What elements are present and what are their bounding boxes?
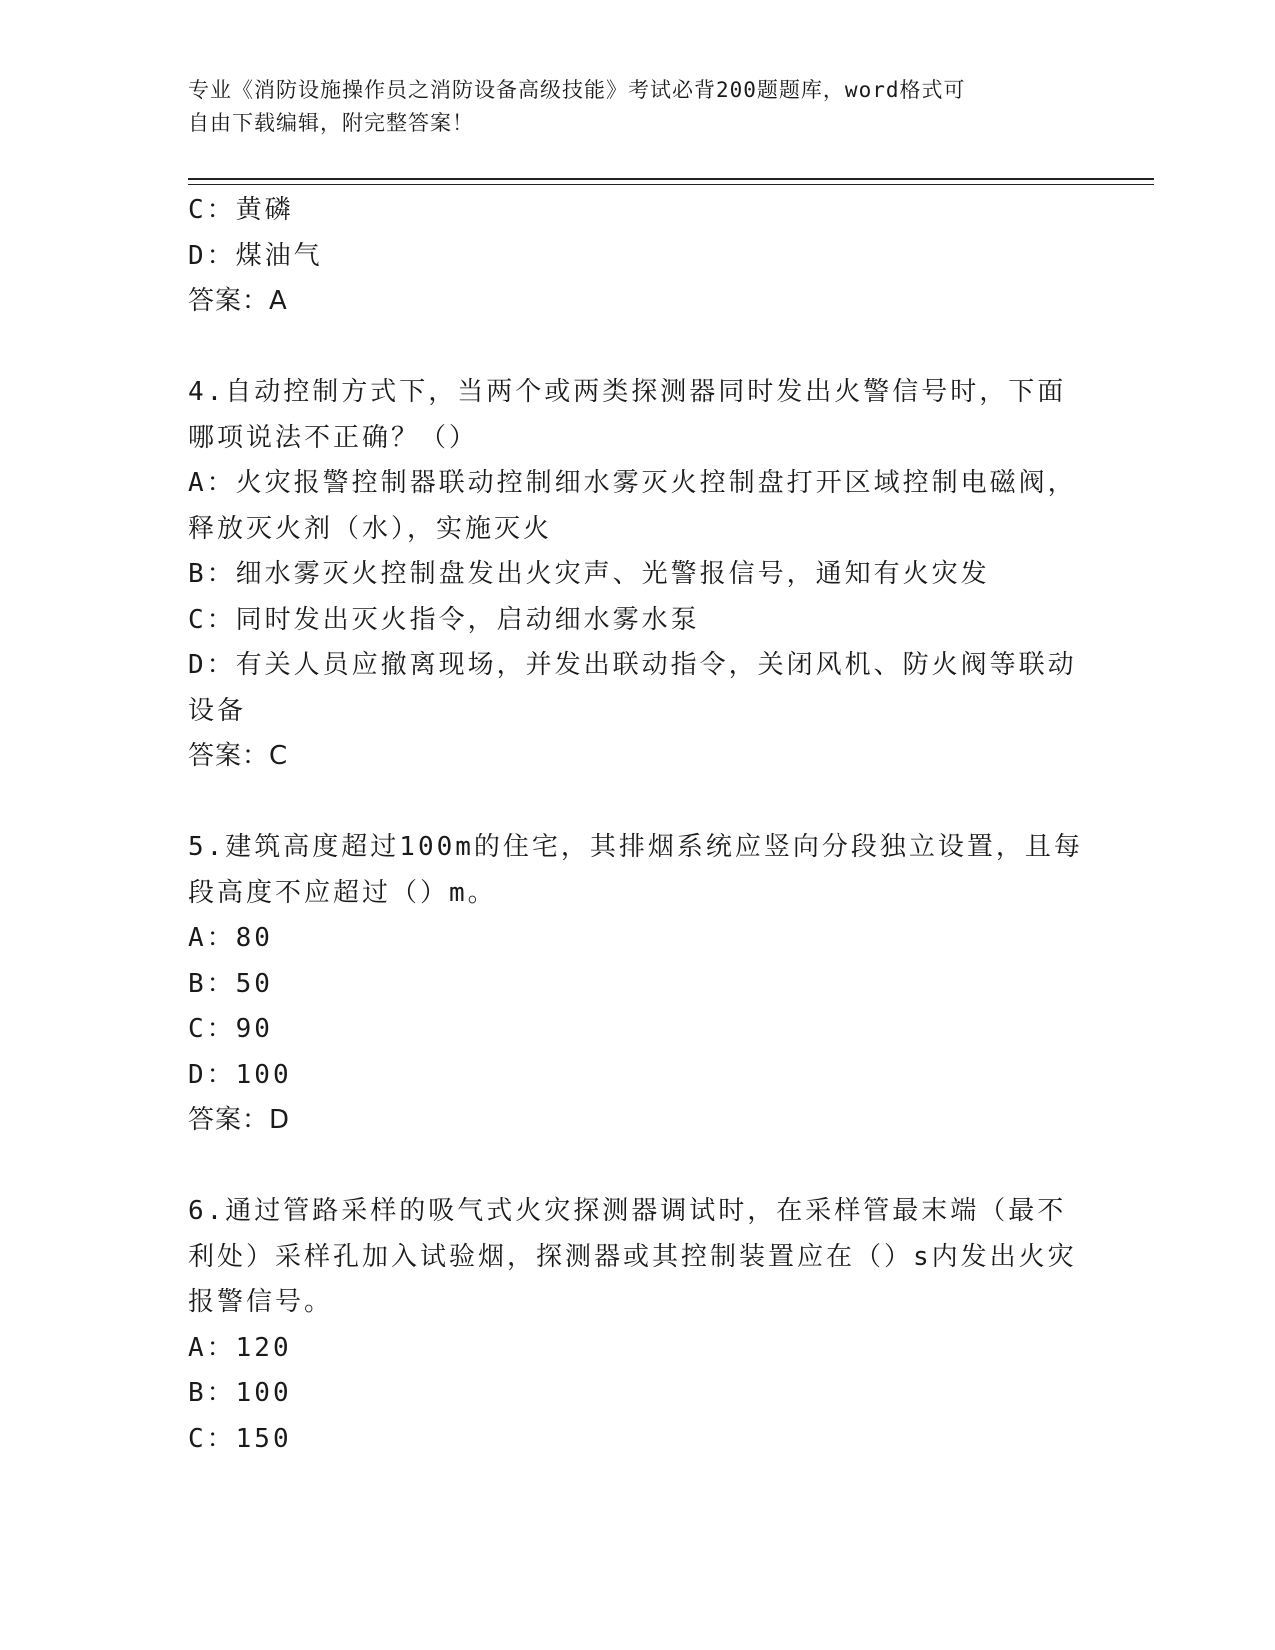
q6-option-b: B：100 <box>188 1378 292 1408</box>
q6-stem-line-2: 利处）采样孔加入试验烟，探测器或其控制装置应在（）s内发出火灾 <box>188 1241 1077 1272</box>
q6-stem-line-3: 报警信号。 <box>188 1287 334 1317</box>
q4-option-b: B：细水雾灭火控制盘发出火灾声、光警报信号，通知有火灾发 <box>188 559 990 589</box>
q6-option-a: A：120 <box>188 1332 292 1363</box>
question-content <box>188 188 1088 1462</box>
q4-option-d-line-1: D：有关人员应撤离现场，并发出联动指令，关闭风机、防火阀等联动 <box>188 650 1077 680</box>
q4-option-c: C：同时发出灭火指令，启动细水雾水泵 <box>188 604 700 635</box>
q5-option-d: D：100 <box>188 1059 292 1090</box>
q5-stem-line-2: 段高度不应超过（）m。 <box>188 877 497 908</box>
header-divider-thick <box>188 178 1154 180</box>
q3-option-c: C：黄磷 <box>188 195 294 225</box>
q5-option-b: B：50 <box>188 968 273 999</box>
q5-option-a: A：80 <box>188 923 273 953</box>
q5-stem-line-1: 5.建筑高度超过100m的住宅，其排烟系统应竖向分段独立设置，且每 <box>188 832 1083 862</box>
q3-answer: 答案：A <box>188 286 288 316</box>
q4-stem-line-1: 4.自动控制方式下，当两个或两类探测器同时发出火警信号时，下面 <box>188 377 1067 407</box>
question-6 <box>188 1189 1088 1462</box>
spacer <box>188 325 1088 371</box>
q5-answer: 答案：D <box>188 1105 291 1135</box>
question-3 <box>188 188 1088 325</box>
document-header <box>188 74 1088 140</box>
q4-answer: 答案：C <box>188 741 289 771</box>
q6-option-c: C：150 <box>188 1423 292 1454</box>
header-line-1: 专业《消防设施操作员之消防设备高级技能》考试必背200题题库，word格式可 <box>188 78 966 102</box>
q3-option-d: D：煤油气 <box>188 240 323 271</box>
q4-option-d-line-2: 设备 <box>188 695 247 726</box>
q4-option-a-line-2: 释放灭火剂（水），实施灭火 <box>188 513 553 544</box>
q4-stem-line-2: 哪项说法不正确？（） <box>188 422 479 453</box>
question-4 <box>188 370 1088 780</box>
question-5 <box>188 825 1088 1144</box>
header-divider-thin <box>188 184 1154 185</box>
q4-option-a-line-1: A：火灾报警控制器联动控制细水雾灭火控制盘打开区域控制电磁阀， <box>188 468 1077 498</box>
q5-option-c: C：90 <box>188 1014 273 1044</box>
q6-stem-line-1: 6.通过管路采样的吸气式火灾探测器调试时，在采样管最末端（最不 <box>188 1196 1067 1226</box>
spacer <box>188 780 1088 826</box>
header-line-2: 自由下载编辑，附完整答案！ <box>188 111 474 135</box>
spacer <box>188 1144 1088 1190</box>
